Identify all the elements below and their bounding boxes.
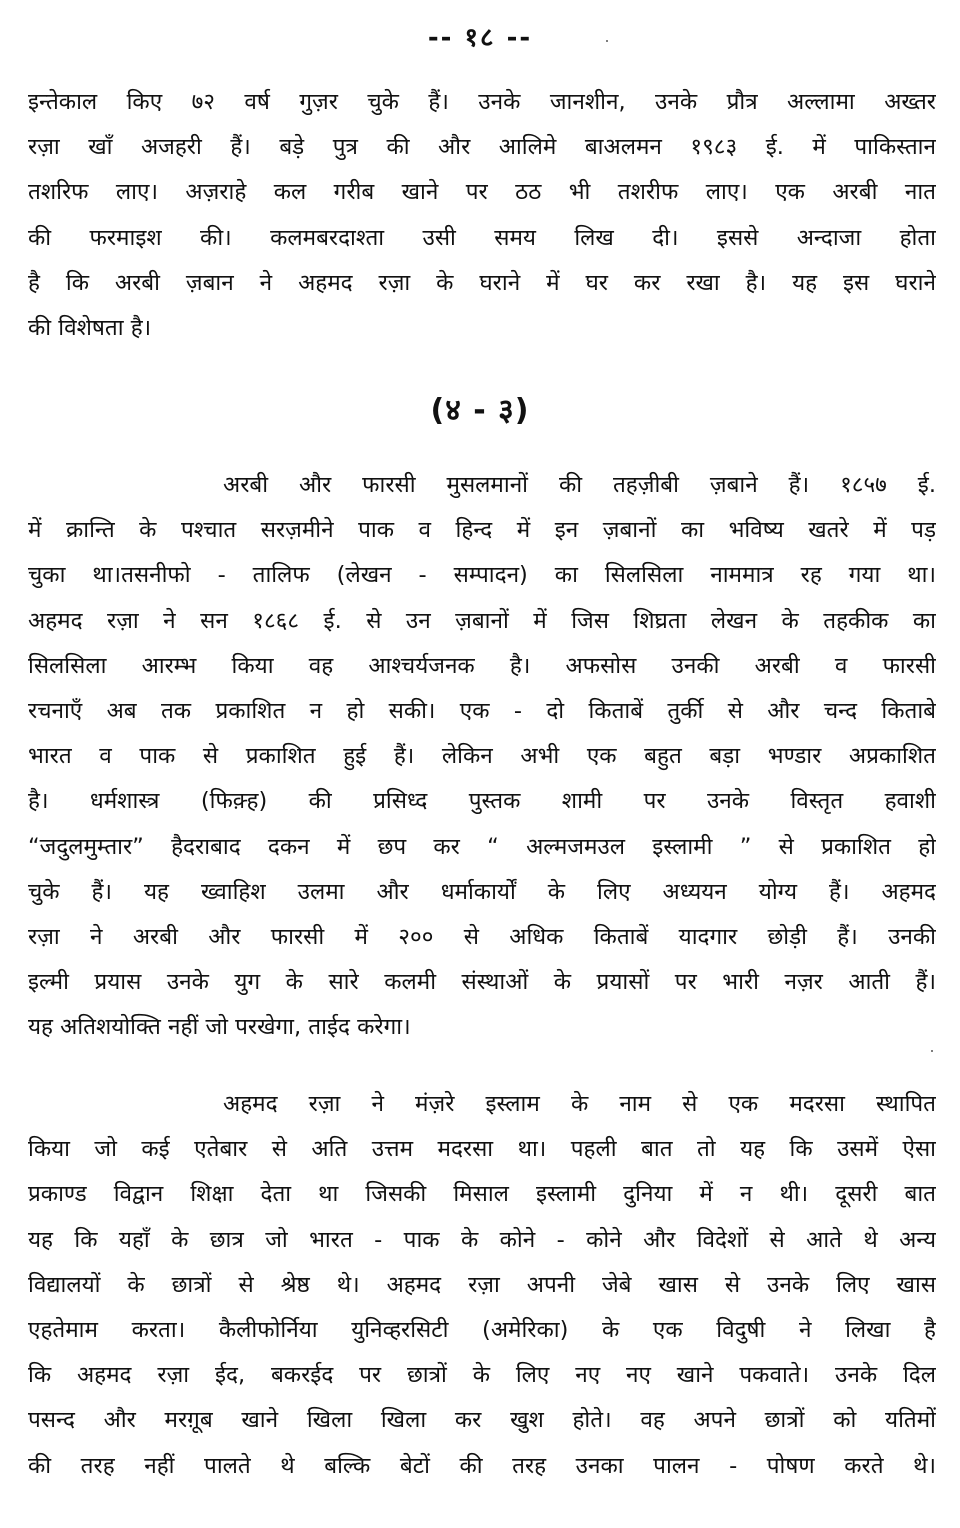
text-line: रज़ा खाँ अजहरी हैं। बड़े पुत्र की और आलिमे बाअलमन १९८३ ई. में पाकिस्तान [28,134,936,161]
text-line: यह अतिशयोक्ति नहीं जो परखेगा, ताईद करेगा। [28,1014,411,1041]
text-line: “जदुलमुम्तार” हैदराबाद दकन में छप कर “ अल्मजमउल इस्लामी ” से प्रकाशित हो [28,833,936,860]
page-number: -- १८ -- [427,23,533,53]
text-line: है कि अरबी ज़बान ने अहमद रज़ा के घराने में घर कर रखा है। यह इस घराने [28,269,936,296]
text-line: है। धर्मशास्त्र (फिक़्ह) की प्रसिध्द पुस्तक शामी पर उनके विस्तृत हवाशी [28,788,936,815]
paragraph-3 [28,1082,936,1489]
text-line: कि अहमद रज़ा ईद, बकरईद पर छात्रों के लिए नए नए खाने पकवाते। उनके दिल [28,1362,936,1389]
text-line: यह कि यहाँ के छात्र जो भारत - पाक के कोने - कोने और विदेशों से आते थे अन्य [28,1226,936,1253]
paragraph-1 [28,80,936,351]
text-line: की तरह नहीं पालते थे बल्कि बेटों की तरह उनका पालन - पोषण करते थे। [28,1452,936,1479]
text-line: अहमद रज़ा ने सन १८६८ ई. से उन ज़बानों में जिस शिघ्रता लेखन के तहकीक का [28,607,936,634]
section-heading: (४ - ३) [430,393,530,428]
text-line: भारत व पाक से प्रकाशित हुई हैं। लेकिन अभी एक बहुत बड़ा भण्डार अप्रकाशित [28,743,936,770]
text-line: में क्रान्ति के पश्चात सरज़मीने पाक व हिन्द में इन ज़बानों का भविष्य खतरे में पड़ [28,517,936,544]
text-line: पसन्द और मरग़ूब खाने खिला खिला कर खुश होते। वह अपने छात्रों को यतिमों [28,1407,936,1434]
text-line: की फरमाइश की। कलमबरदाश्ता उसी समय लिख दी। इससे अन्दाजा होता [28,224,936,251]
text-line: रज़ा ने अरबी और फारसी में २०० से अधिक किताबें यादगार छोड़ी हैं। उनकी [28,923,936,950]
text-line: इल्मी प्रयास उनके युग के सारे कलमी संस्थाओं के प्रयासों पर भारी नज़र आती हैं। [28,969,936,996]
text-line: प्रकाण्ड विद्वान शिक्षा देता था जिसकी मिसाल इस्लामी दुनिया में न थी। दूसरी बात [28,1181,936,1208]
text-line: विद्यालयों के छात्रों से श्रेष्ठ थे। अहमद रज़ा अपनी जेबे खास से उनके लिए खास [28,1271,936,1298]
paragraph-2 [28,463,936,1050]
text-line: रचनाएँ अब तक प्रकाशित न हो सकी। एक - दो किताबें तुर्की से और चन्द किताबे [28,697,936,724]
text-line: एहतेमाम करता। कैलीफोर्निया युनिव्हरसिटी (अमेरिका) के एक विदुषी ने लिखा है [28,1316,936,1343]
text-line: किया जो कई एतेबार से अति उत्तम मदरसा था। पहली बात तो यह कि उसमें ऐसा [28,1136,936,1163]
text-line: इन्तेकाल किए ७२ वर्ष गुज़र चुके हैं। उनके जानशीन, उनके प्रौत्र अल्लामा अख्तर [28,89,936,115]
text-line: अहमद रज़ा ने मंज़रे इस्लाम के नाम से एक मदरसा स्थापित [223,1091,936,1117]
text-line: तशरिफ लाए। अज़राहे कल गरीब खाने पर ठठ भी तशरीफ लाए। एक अरबी नात [28,179,936,206]
text-line: सिलसिला आरम्भ किया वह आश्चर्यजनक है। अफसोस उनकी अरबी व फारसी [28,652,936,679]
text-line: चुके हैं। यह ख्वाहिश उलमा और धर्माकार्यों के लिए अध्ययन योग्य हैं। अहमद [28,878,936,905]
text-line: की विशेषता है। [28,314,152,341]
text-line: अरबी और फारसी मुसलमानों की तहज़ीबी ज़बाने हैं। १८५७ ई. [223,472,936,498]
text-line: चुका था।तसनीफो - तालिफ (लेखन - सम्पादन) का सिलसिला नाममात्र रह गया था। [28,562,936,589]
